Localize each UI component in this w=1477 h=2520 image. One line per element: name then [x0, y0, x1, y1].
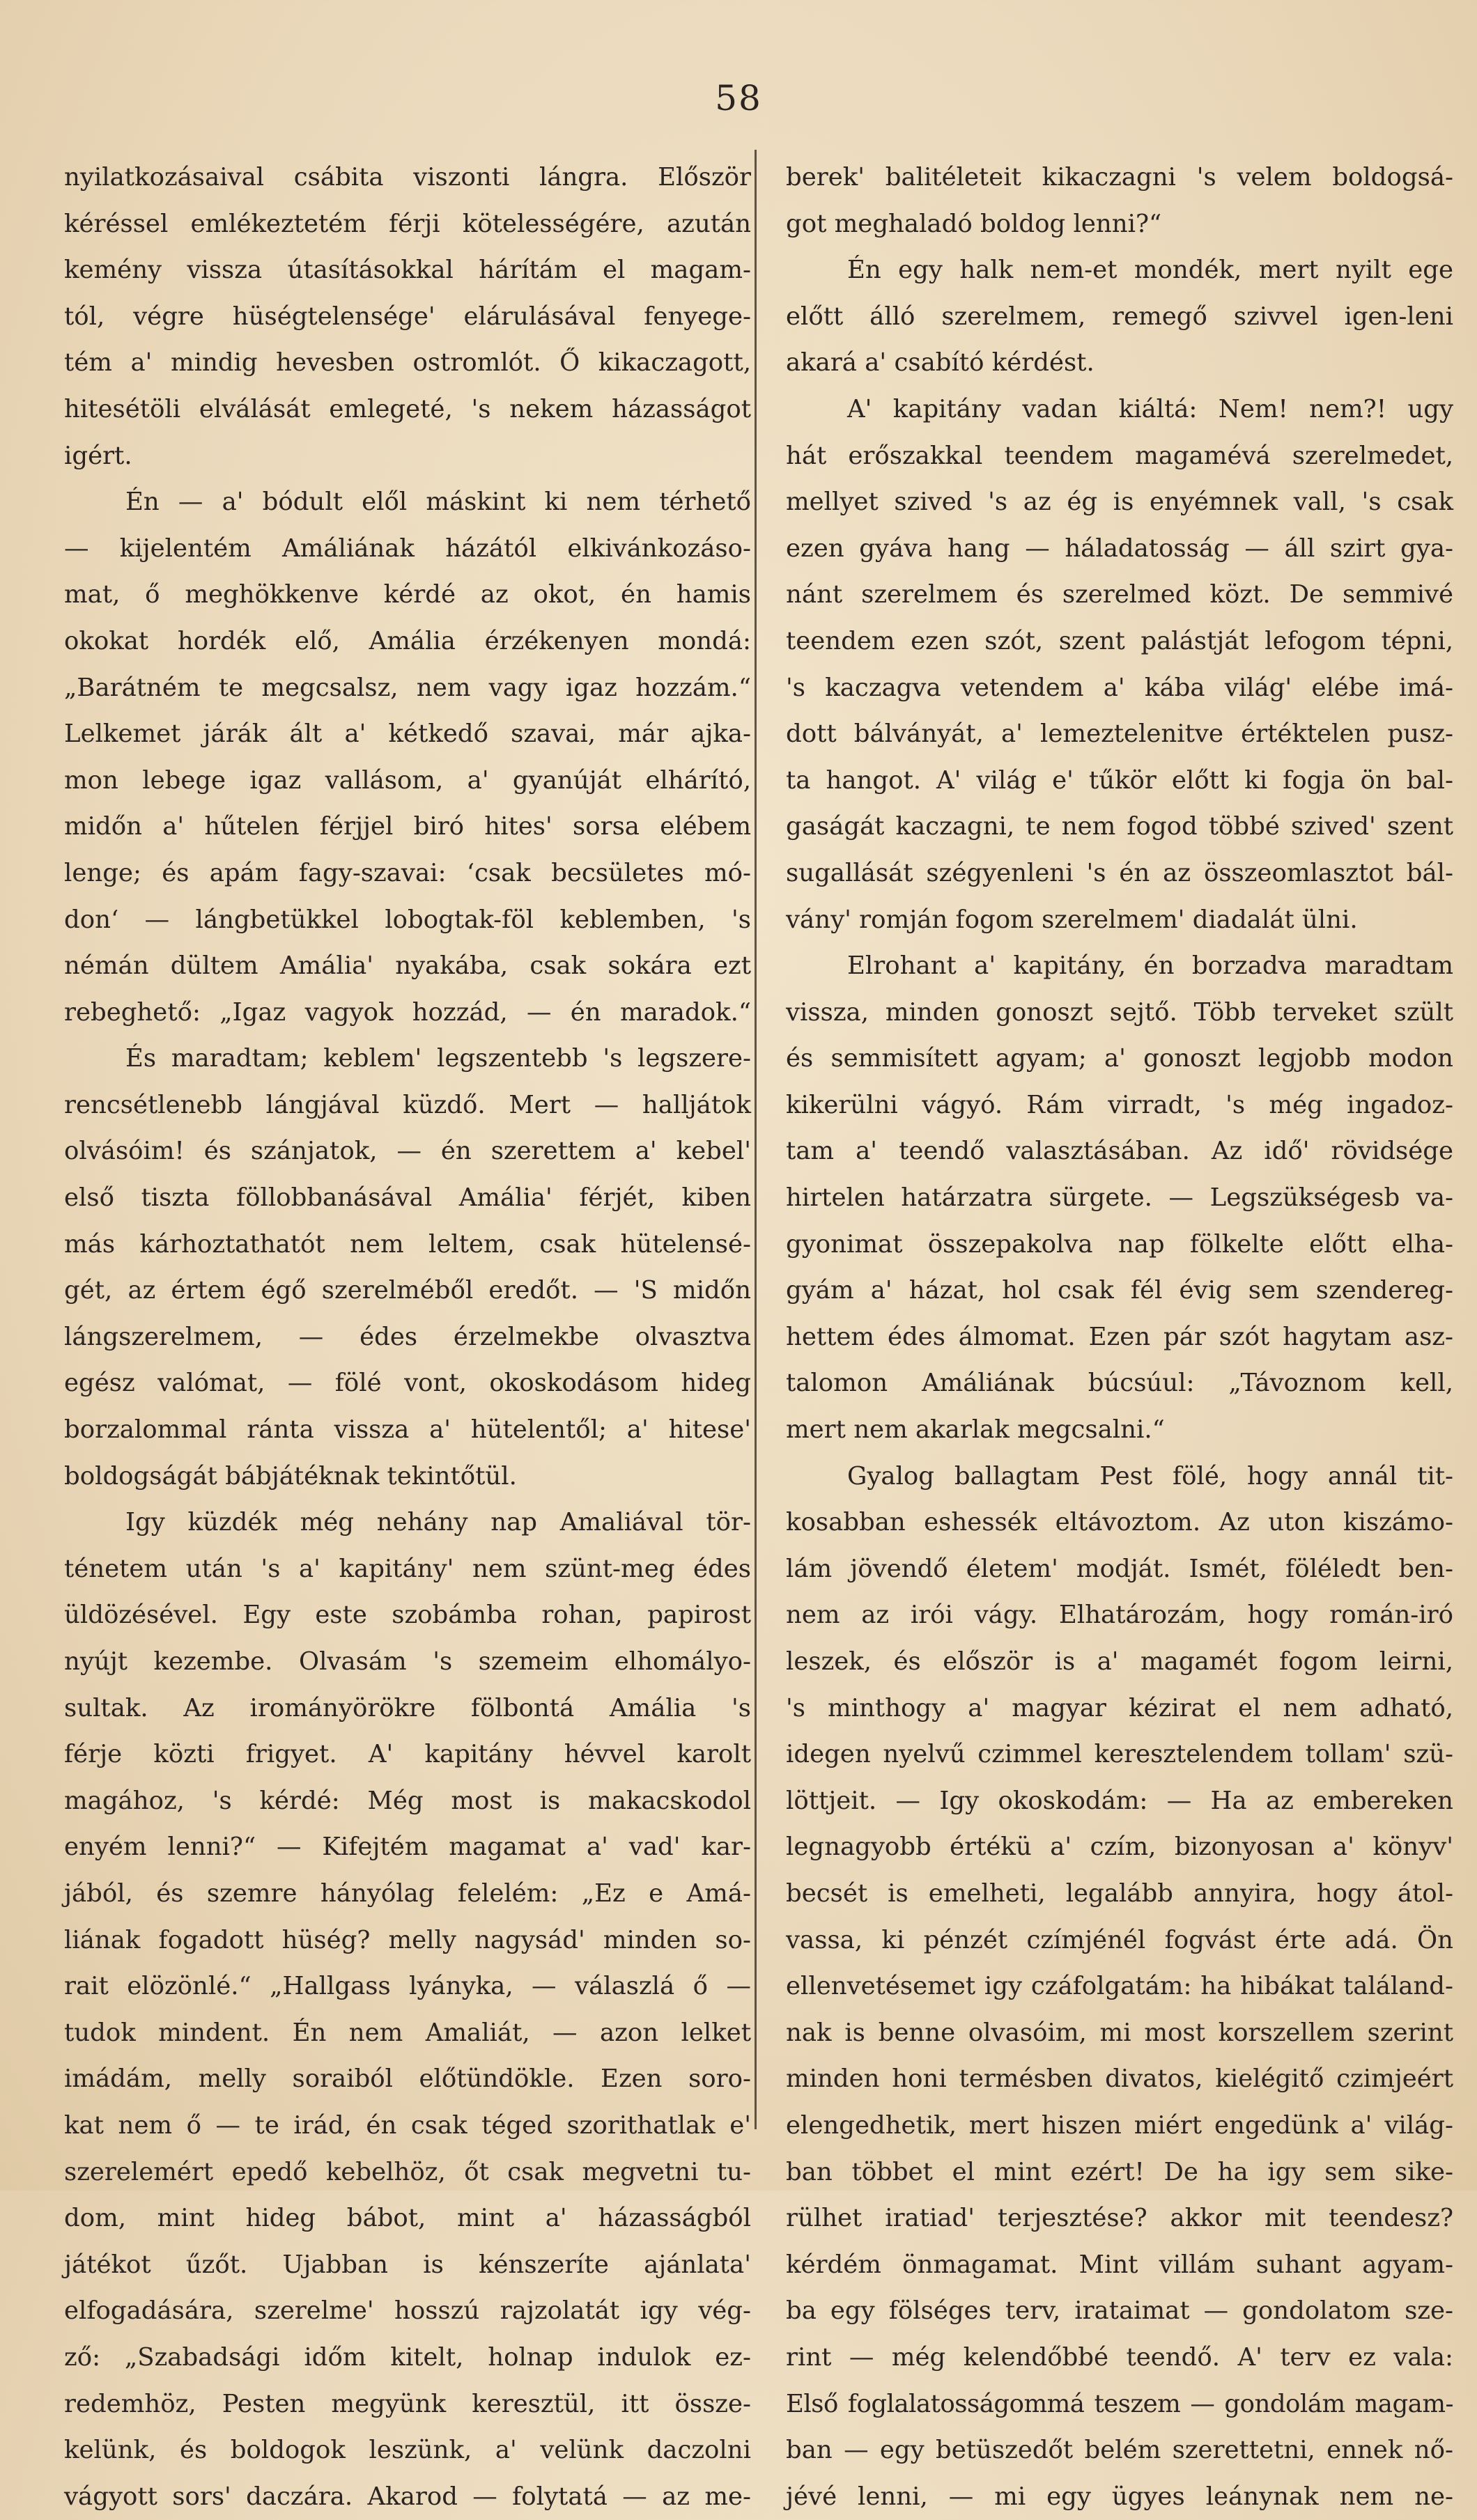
text-line: ezen gyáva hang — háladatosság — áll szirt gya- — [786, 534, 1453, 563]
text-line: borzalommal ránta vissza a' hütelentől; a' hitese' — [64, 1415, 751, 1445]
text-line: Én — a' bódult elől máskint ki nem térhető — [125, 488, 751, 517]
text-line: nyújt kezembe. Olvasám 's szemeim elhomályo- — [64, 1647, 751, 1676]
text-line: némán dültem Amália' nyakába, csak sokára ezt — [64, 951, 751, 981]
text-line: dott bálványát, a' lemeztelenitve értéktelen pusz- — [786, 720, 1453, 749]
text-line: rencsétlenebb lángjával küzdő. Mert — halljátok — [64, 1090, 751, 1119]
text-line: lángszerelmem, — édes érzelmekbe olvasztva — [64, 1322, 751, 1351]
text-line: löttjeit. — Igy okoskodám: — Ha az embereken — [786, 1786, 1453, 1815]
text-line: kikerülni vágyó. Rám virradt, 's még ingadoz- — [786, 1090, 1453, 1119]
text-line: okokat hordék elő, Amália érzékenyen mondá: — [64, 626, 751, 655]
text-line: boldogságát bábjátéknak tekintőtül. — [64, 1461, 517, 1491]
text-line: nánt szerelmem és szerelmed közt. De semmivé — [786, 580, 1453, 609]
text-line: sugallását szégyenleni 's én az összeomlasztot bál- — [786, 858, 1453, 887]
text-line: Első foglalatosságommá teszem — gondolám magam- — [786, 2389, 1453, 2418]
text-line: magához, 's kérdé: Még most is makacskodol — [64, 1786, 751, 1815]
text-line: 's minthogy a' magyar kézirat el nem adható, — [786, 1693, 1453, 1722]
text-line: ba egy fölséges terv, irataimat — gondolatom sze- — [786, 2296, 1453, 2326]
text-line: rint — még kelendőbbé teendő. A' terv ez vala: — [786, 2342, 1453, 2372]
text-line: legnagyobb értékü a' czím, bizonyosan a' könyv' — [786, 1833, 1453, 1862]
text-line: akará a' csabító kérdést. — [786, 348, 1095, 378]
text-line: első tiszta föllobbanásával Amália' férjét, kiben — [64, 1183, 751, 1213]
text-line: hát erőszakkal teendem magamévá szerelmedet, — [786, 441, 1453, 470]
text-line: vány' romján fogom szerelmem' diadalát ülni. — [786, 905, 1358, 934]
text-line: lenge; és apám fagy-szavai: ‘csak becsületes mó- — [64, 858, 751, 887]
text-line: férje közti frigyet. A' kapitány hévvel karolt — [64, 1740, 751, 1769]
text-line: don‘ — lángbetükkel lobogtak-föl keblemben, 's — [64, 905, 751, 934]
text-line: tam a' teendő valasztásában. Az idő' rövidsége — [786, 1137, 1453, 1166]
text-line: egész valómat, — fölé vont, okoskodásom hideg — [64, 1369, 751, 1398]
text-line: gyonimat összepakolva nap fölkelte előtt elha- — [786, 1229, 1453, 1259]
text-line: A' kapitány vadan kiáltá: Nem! nem?! ugy — [847, 394, 1453, 423]
text-line: mellyet szived 's az ég is enyémnek vall, 's csak — [786, 488, 1453, 517]
text-line: talomon Amáliának búcsúul: „Távoznom kell, — [786, 1369, 1453, 1398]
text-line: gét, az értem égő szerelméből eredőt. — 'S midőn — [64, 1276, 751, 1305]
text-line: szerelemért epedő kebelhöz, őt csak megvetni tu- — [64, 2157, 751, 2186]
text-line: ban — egy betüszedőt belém szerettetni, ennek nő- — [786, 2436, 1453, 2465]
text-line: olvásóim! és szánjatok, — én szerettem a' kebel' — [64, 1137, 751, 1166]
text-line: kéréssel emlékeztetém férji kötelességére, azután — [64, 209, 751, 238]
text-line: teendem ezen szót, szent palástját lefogom tépni, — [786, 626, 1453, 655]
text-line: mert nem akarlak megcsalni.“ — [786, 1415, 1165, 1445]
text-line: más kárhoztathatót nem leltem, csak hütelensé- — [64, 1229, 751, 1259]
text-line: imádám, melly soraiból előtündökle. Ezen soro- — [64, 2064, 751, 2094]
text-line: ző: „Szabadsági időm kitelt, holnap indulok ez- — [64, 2342, 751, 2372]
right-column — [786, 155, 1453, 2520]
text-line: nem az irói vágy. Elhatározám, hogy román-iró — [786, 1601, 1453, 1630]
text-line: rait elözönlé.“ „Hallgass lyányka, — válaszlá ő — — [64, 1972, 751, 2001]
text-line: leszek, és először is a' magamét fogom leirni, — [786, 1647, 1453, 1676]
text-line: Igy küzdék még nehány nap Amaliával tör- — [125, 1508, 751, 1537]
text-line: idegen nyelvű czimmel keresztelendem tollam' szü- — [786, 1740, 1453, 1769]
left-column — [64, 155, 751, 2520]
text-line: hirtelen határzatra sürgete. — Legszükségesb va- — [786, 1183, 1453, 1213]
text-line: vissza, minden gonoszt sejtő. Több terveket szült — [786, 997, 1453, 1027]
text-line: Én egy halk nem-et mondék, mert nyilt ege — [847, 256, 1453, 285]
text-line: liának fogadott hüség? melly nagysád' minden so- — [64, 1925, 751, 1954]
text-line: becsét is emelheti, legalább annyira, hogy átol- — [786, 1879, 1453, 1908]
text-line: 's kaczagva vetendem a' kába világ' elébe imá- — [786, 673, 1453, 702]
column-divider — [755, 150, 757, 2129]
text-line: kosabban eshessék eltávoztom. Az uton kiszámo- — [786, 1508, 1453, 1537]
text-line: enyém lenni?“ — Kifejtém magamat a' vad' kar- — [64, 1833, 751, 1862]
text-line: tól, végre hüségtelensége' elárulásával fenyege- — [64, 302, 751, 331]
text-line: sultak. Az irományörökre fölbontá Amália 's — [64, 1693, 751, 1722]
text-line: gyám a' házat, hol csak fél évig sem szendereg- — [786, 1276, 1453, 1305]
text-line: hitesétöli elválását emlegeté, 's nekem házasságot — [64, 394, 751, 423]
text-line: vágyott sors' daczára. Akarod — folytatá — az me- — [64, 2482, 751, 2511]
text-line: jából, és szemre hányólag felelém: „Ez e Amá- — [64, 1879, 751, 1908]
text-line: Elrohant a' kapitány, én borzadva maradtam — [847, 951, 1453, 981]
text-line: tudok mindent. Én nem Amaliát, — azon lelket — [64, 2018, 751, 2047]
text-line: nak is benne olvasóim, mi most korszellem szerint — [786, 2018, 1453, 2047]
text-line: berek' balitéleteit kikaczagni 's velem boldogsá- — [786, 163, 1453, 192]
text-line: ellenvetésemet igy czáfolgatám: ha hibákat találand- — [786, 1972, 1453, 2001]
text-line: Lelkemet járák ált a' kétkedő szavai, már ajka- — [64, 720, 751, 749]
text-line: rülhet iratiad' terjesztése? akkor mit teendesz? — [786, 2204, 1453, 2233]
text-line: kemény vissza útasításokkal hárítám el magam- — [64, 256, 751, 285]
text-line: kérdém önmagamat. Mint villám suhant agyam- — [786, 2250, 1453, 2279]
page-number: 58 — [715, 78, 762, 118]
text-line: dom, mint hideg bábot, mint a' házasságból — [64, 2204, 751, 2233]
text-line: rebeghető: „Igaz vagyok hozzád, — én maradok.“ — [64, 997, 751, 1027]
text-line: „Barátném te megcsalsz, nem vagy igaz hozzám.“ — [64, 673, 751, 702]
text-line: hettem édes álmomat. Ezen pár szót hagytam asz- — [786, 1322, 1453, 1351]
text-line: redemhöz, Pesten megyünk keresztül, itt össze- — [64, 2389, 751, 2418]
text-line: — kijelentém Amáliának házától elkivánkozáso- — [64, 534, 751, 563]
text-line: mon lebege igaz vallásom, a' gyanúját elhárító, — [64, 765, 751, 795]
text-line: kat nem ő — te irád, én csak téged szorithatlak e' — [64, 2110, 751, 2140]
text-line: üldözésével. Egy este szobámba rohan, papirost — [64, 1601, 751, 1630]
text-line: minden honi termésben divatos, kielégitő czimjeért — [786, 2064, 1453, 2094]
text-line: lám jövendő életem' modját. Ismét, föléledt ben- — [786, 1554, 1453, 1583]
text-line: gaságát kaczagni, te nem fogod többé szived' szent — [786, 812, 1453, 841]
text-line: mat, ő meghökkenve kérdé az okot, én hamis — [64, 580, 751, 609]
text-line: és semmisített agyam; a' gonoszt legjobb modon — [786, 1044, 1453, 1073]
text-line: elengedhetik, mert hiszen miért engedünk a' világ- — [786, 2110, 1453, 2140]
text-line: kelünk, és boldogok leszünk, a' velünk daczolni — [64, 2436, 751, 2465]
text-line: elfogadására, szerelme' hosszú rajzolatát igy vég- — [64, 2296, 751, 2326]
text-line: ta hangot. A' világ e' tűkör előtt ki fogja ön bal- — [786, 765, 1453, 795]
text-line: midőn a' hűtelen férjjel biró hites' sorsa elébem — [64, 812, 751, 841]
text-line: jévé lenni, — mi egy ügyes leánynak nem ne- — [786, 2482, 1453, 2511]
text-line: igért. — [64, 441, 132, 470]
text-line: játékot űzőt. Ujabban is kénszeríte ajánlata' — [64, 2250, 751, 2279]
text-line: ténetem után 's a' kapitány' nem szünt-meg édes — [64, 1554, 751, 1583]
text-line: És maradtam; keblem' legszentebb 's legszere- — [125, 1044, 751, 1073]
text-line: ban többet el mint ezért! De ha igy sem sike- — [786, 2157, 1453, 2186]
text-line: nyilatkozásaival csábita viszonti lángra. Először — [64, 163, 751, 192]
text-line: tém a' mindig hevesben ostromlót. Ő kikaczagott, — [64, 348, 751, 378]
text-line: vassa, ki pénzét czímjénél fogvást érte adá. Ön — [786, 1925, 1453, 1954]
text-line: Gyalog ballagtam Pest fölé, hogy annál tit- — [847, 1461, 1453, 1491]
text-line: got meghaladó boldog lenni?“ — [786, 209, 1162, 238]
text-line: előtt álló szerelmem, remegő szivvel igen-leni — [786, 302, 1453, 331]
